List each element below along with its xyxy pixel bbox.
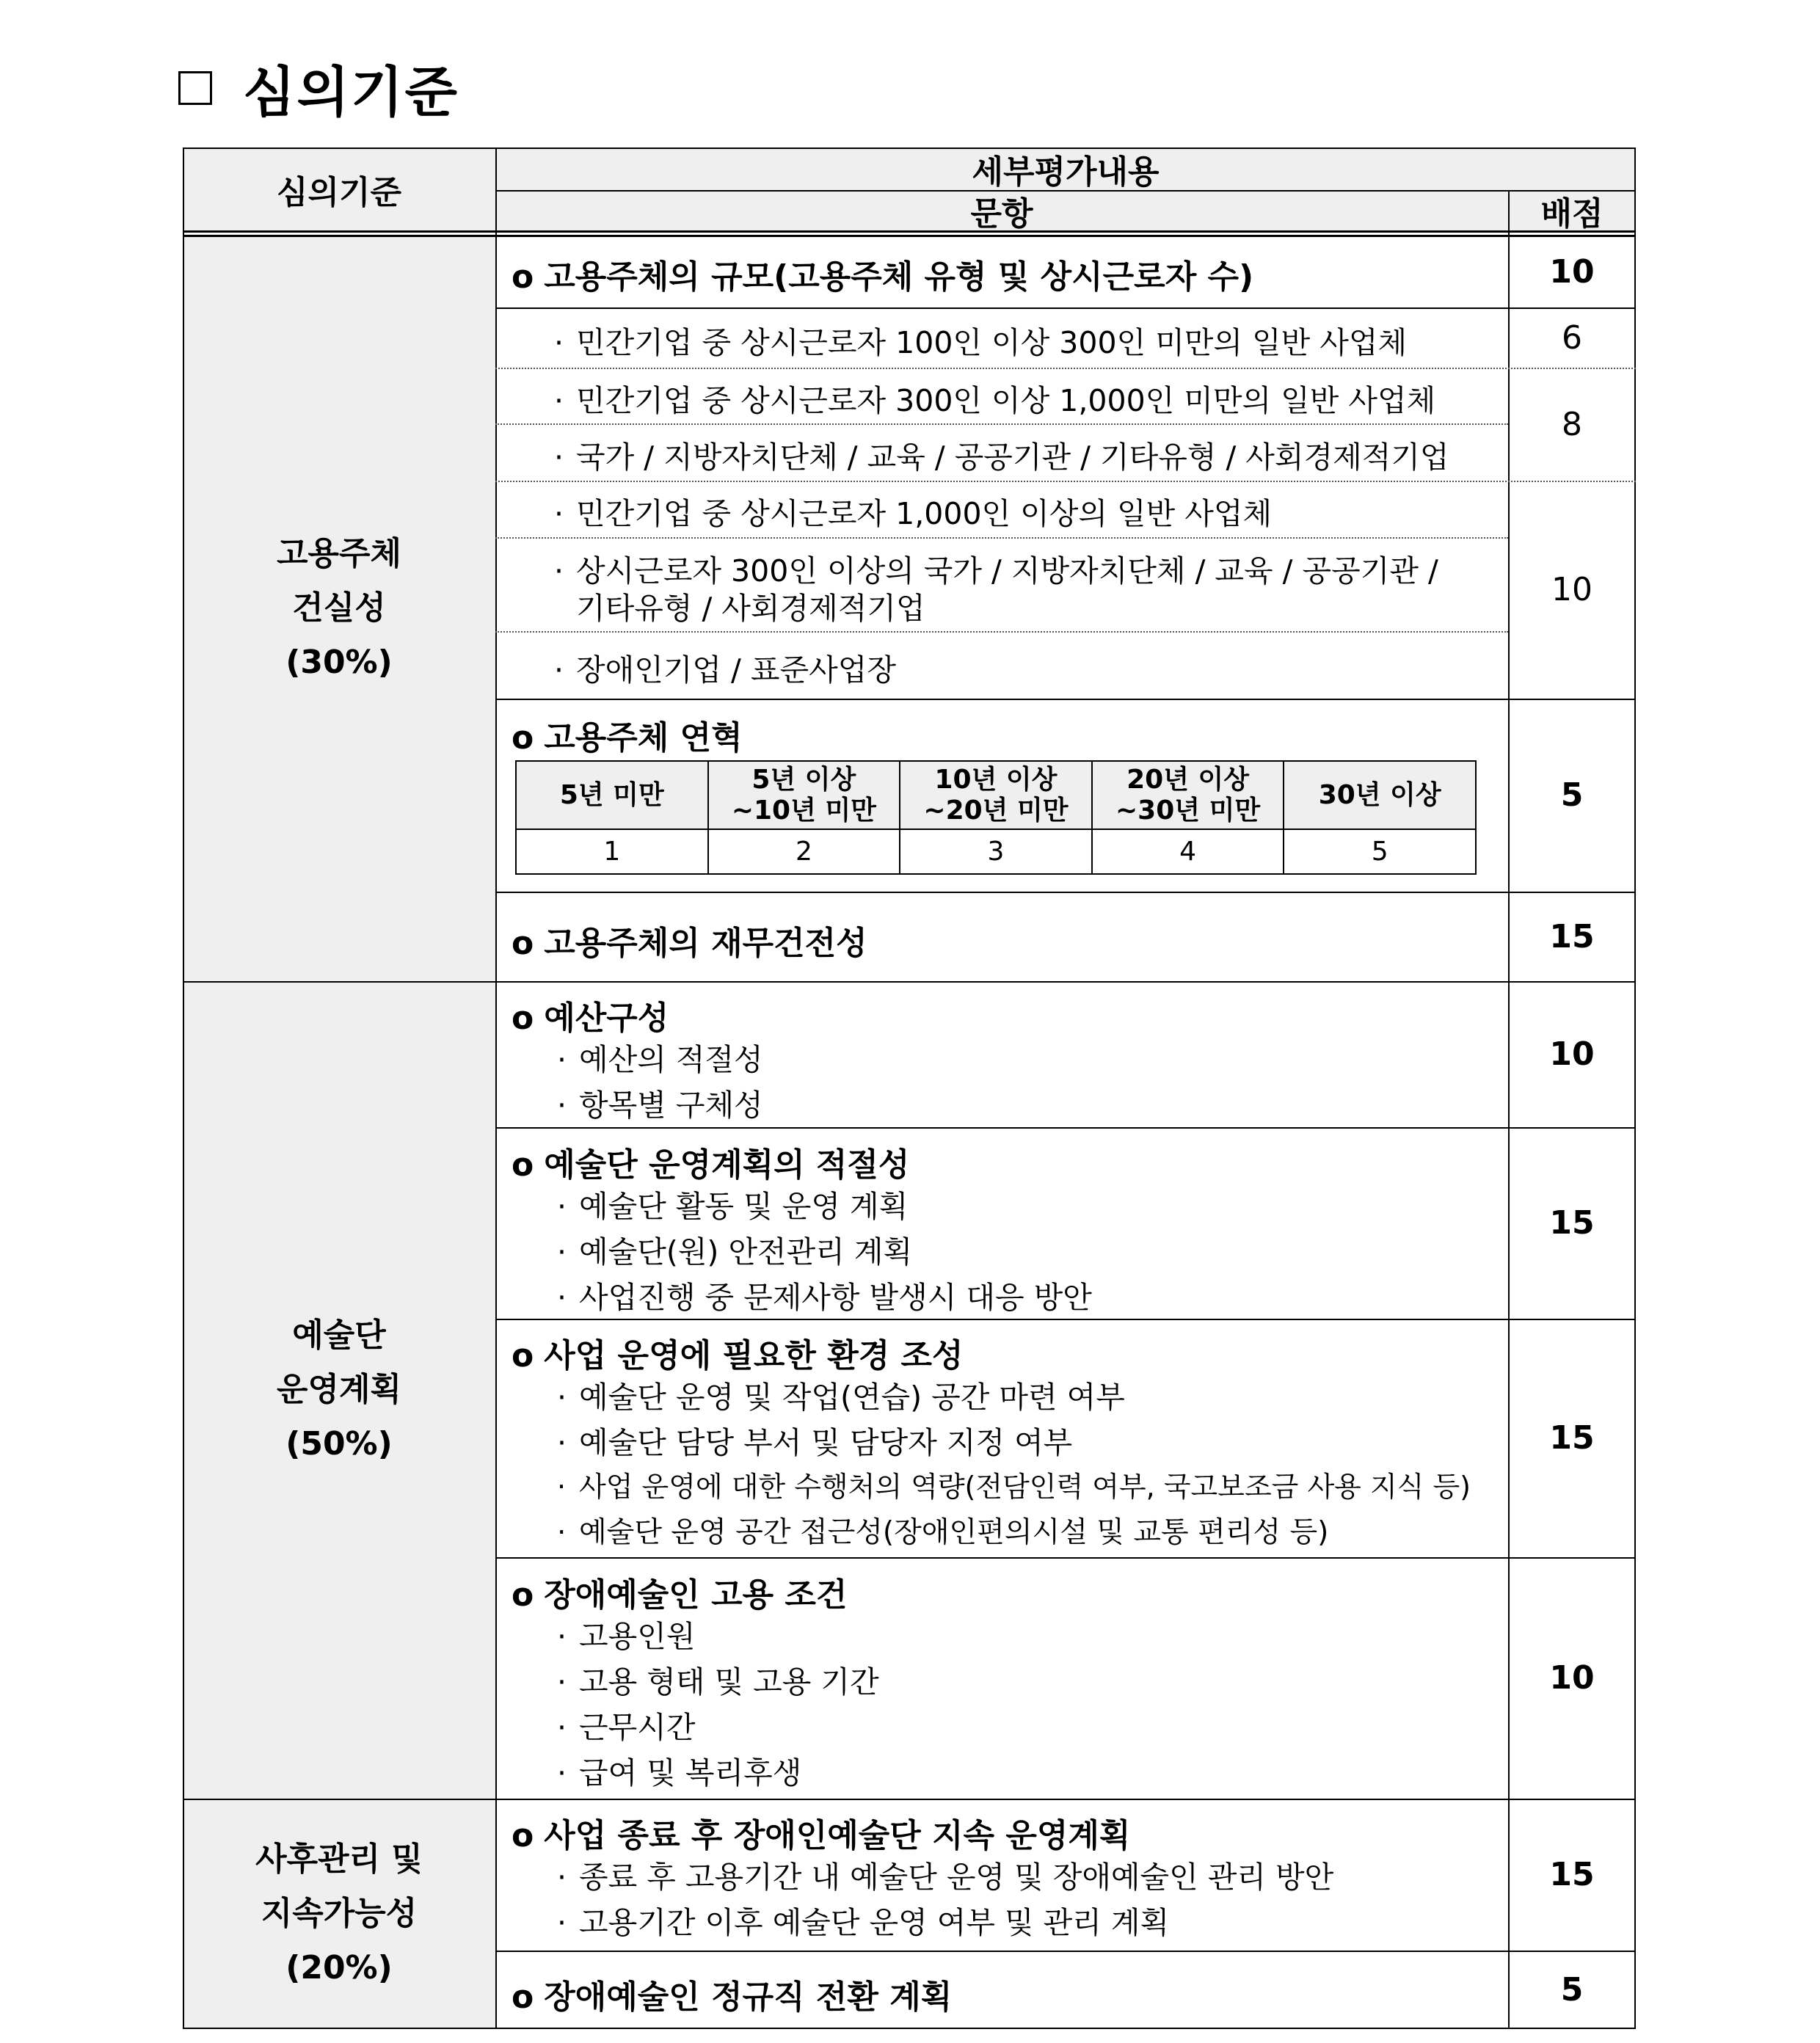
criterion-heading: o 장애예술인 고용 조건 [512, 1576, 848, 1614]
empty-square-icon [178, 71, 212, 105]
border-top [183, 148, 1636, 149]
page-title [178, 51, 459, 125]
divider [495, 1319, 1636, 1320]
divider [495, 699, 1636, 700]
criterion-heading: o 고용주체의 규모(고용주체 유형 및 상시근로자 수) [512, 258, 1254, 296]
sub-item: · 사업진행 중 문제사항 발생시 대응 방안 [557, 1280, 1092, 1315]
sub-item: · 민간기업 중 상시근로자 1,000인 이상의 일반 사업체 [554, 496, 1273, 531]
dotted-divider [495, 423, 1508, 425]
history-value: 5 [1284, 829, 1476, 874]
sub-item: · 예술단 운영 및 작업(연습) 공간 마련 여부 [557, 1380, 1125, 1415]
header-criteria: 심의기준 [276, 173, 401, 211]
page-title-text: 심의기준 [243, 61, 459, 124]
divider [495, 190, 1636, 192]
history-value: 3 [900, 829, 1092, 874]
sub-item: · 상시근로자 300인 이상의 국가 / 지방자치단체 / 교육 / 공공기관 / [554, 553, 1438, 589]
history-score-table [515, 760, 1477, 875]
score-value: 8 [1562, 405, 1582, 443]
sub-item: · 민간기업 중 상시근로자 100인 이상 300인 미만의 일반 사업체 [554, 325, 1408, 360]
criterion-heading: o 고용주체의 재무건전성 [512, 925, 867, 962]
sub-item: · 사업 운영에 대한 수행처의 역량(전담인력 여부, 국고보조금 사용 지식 등) [557, 1471, 1471, 1503]
sub-item: · 민간기업 중 상시근로자 300인 이상 1,000인 미만의 일반 사업체 [554, 383, 1436, 418]
history-value: 4 [1092, 829, 1284, 874]
category-troupe-operation-plan: 예술단 운영계획 (50%) [276, 1317, 401, 1463]
sub-item-continued: 기타유형 / 사회경제적기업 [576, 591, 925, 626]
category-employer-soundness: 고용주체 건실성 (30%) [276, 535, 401, 681]
sub-item: · 급여 및 복리후생 [557, 1755, 802, 1791]
dotted-divider [495, 481, 1636, 482]
divider [495, 307, 1636, 309]
sub-item: · 예술단 활동 및 운영 계획 [557, 1189, 909, 1224]
divider [183, 230, 1636, 233]
score-value: 15 [1549, 1856, 1595, 1893]
history-header: 5년 미만 [516, 761, 708, 829]
sub-item: · 항목별 구체성 [557, 1088, 763, 1123]
dotted-divider [495, 537, 1508, 539]
sub-item: · 고용인원 [557, 1619, 696, 1654]
dotted-divider [495, 631, 1508, 633]
sub-item: · 예술단 담당 부서 및 담당자 지정 여부 [557, 1425, 1073, 1460]
score-value: 15 [1549, 1419, 1595, 1457]
history-header: 10년 이상 ~20년 미만 [900, 761, 1092, 829]
header-detail-group: 세부평가내용 [972, 153, 1160, 191]
history-header: 20년 이상 ~30년 미만 [1092, 761, 1284, 829]
criterion-heading: o 예술단 운영계획의 적절성 [512, 1146, 910, 1184]
history-header: 30년 이상 [1284, 761, 1476, 829]
header-item: 문항 [970, 194, 1033, 233]
divider [495, 1951, 1636, 1952]
divider [495, 1127, 1636, 1129]
score-value: 5 [1560, 1971, 1584, 2009]
score-value: 6 [1562, 318, 1582, 357]
sub-item: · 고용 형태 및 고용 기간 [557, 1664, 879, 1700]
score-value: 15 [1549, 917, 1595, 955]
score-value: 10 [1549, 252, 1595, 291]
history-header: 5년 이상 ~10년 미만 [708, 761, 900, 829]
sub-item: · 예산의 적절성 [557, 1042, 763, 1077]
sub-item: · 국가 / 지방자치단체 / 교육 / 공공기관 / 기타유형 / 사회경제적기업 [554, 440, 1449, 475]
header-score: 배점 [1540, 194, 1604, 233]
sub-item: · 고용기간 이후 예술단 운영 여부 및 관리 계획 [557, 1905, 1170, 1940]
history-value: 1 [516, 829, 708, 874]
sub-item: · 예술단 운영 공간 접근성(장애인편의시설 및 교통 편리성 등) [557, 1516, 1329, 1549]
dotted-divider [495, 368, 1636, 369]
divider [495, 892, 1636, 893]
score-value: 10 [1549, 1659, 1595, 1697]
criterion-heading: o 사업 종료 후 장애인예술단 지속 운영계획 [512, 1817, 1131, 1854]
criterion-heading: o 장애예술인 정규직 전환 계획 [512, 1978, 953, 2016]
criterion-heading: o 사업 운영에 필요한 환경 조성 [512, 1337, 964, 1374]
sub-item: · 근무시간 [557, 1710, 696, 1745]
score-value: 5 [1560, 776, 1584, 814]
sub-item: · 종료 후 고용기간 내 예술단 운영 및 장애예술인 관리 방안 [557, 1860, 1334, 1895]
history-value: 2 [708, 829, 900, 874]
criterion-heading: o 고용주체 연혁 [512, 719, 743, 757]
score-value: 15 [1549, 1204, 1595, 1242]
evaluation-criteria-table [183, 148, 1636, 2029]
category-followup-sustainability: 사후관리 및 지속가능성 (20%) [255, 1840, 423, 1986]
divider [495, 148, 497, 2029]
sub-item: · 장애인기업 / 표준사업장 [554, 652, 896, 688]
score-value: 10 [1551, 571, 1592, 608]
divider [495, 1557, 1636, 1559]
criterion-heading: o 예산구성 [512, 999, 669, 1037]
sub-item: · 예술단(원) 안전관리 계획 [557, 1234, 913, 1270]
score-value: 10 [1549, 1035, 1595, 1073]
